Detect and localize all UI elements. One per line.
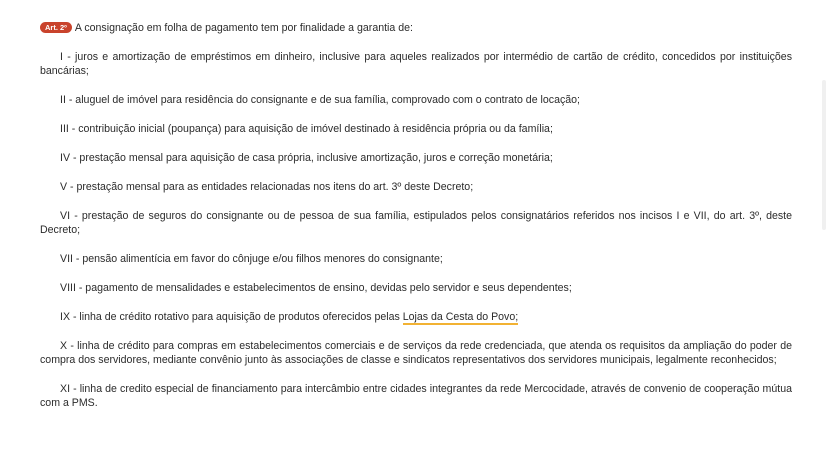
article-intro: A consignação em folha de pagamento tem por finalidade a garantia de: (74, 22, 413, 34)
inciso-viii: VIII - pagamento de mensalidades e estabelecimentos de ensino, devidas pelo servidor e seus dependentes; (60, 282, 572, 294)
inciso-iv: IV - prestação mensal para aquisição de casa própria, inclusive amortização, juros e correção monetária; (60, 152, 553, 164)
inciso-iii: III - contribuição inicial (poupança) para aquisição de imóvel destinado à residência própria ou da família; (60, 123, 553, 135)
inciso-vi: VI - prestação de seguros do consignante ou de pessoa de sua família, estipulados pelos consignatários referidos nos incisos I e VII, do art. 3º, deste Decreto; (40, 210, 792, 236)
inciso-xi: XI - linha de credito especial de financiamento para intercâmbio entre cidades integrantes da rede Mercocidade, através de convenio de cooperação mútua com a PMS. (40, 383, 792, 409)
inciso-ii: II - aluguel de imóvel para residência do consignante e de sua família, comprovado com o contrato de locação; (60, 94, 580, 106)
inciso-i: I - juros e amortização de empréstimos em dinheiro, inclusive para aqueles realizados por intermédio de cartão de crédito, concedidos por instituições bancárias; (40, 51, 792, 77)
inciso-v: V - prestação mensal para as entidades relacionadas nos itens do art. 3º deste Decreto; (60, 181, 474, 193)
inciso-ix (40, 310, 792, 324)
highlighted-text[interactable]: Lojas da Cesta do Povo; (402, 311, 519, 323)
scrollbar-track[interactable] (822, 80, 826, 230)
article-heading (40, 21, 792, 35)
inciso-vii: VII - pensão alimentícia em favor do cônjuge e/ou filhos menores do consignante; (60, 253, 443, 265)
article-badge[interactable]: Art. 2º (40, 22, 72, 33)
inciso-ix-text: IX - linha de crédito rotativo para aquisição de produtos oferecidos pelas (60, 311, 403, 323)
article-document (40, 21, 792, 410)
inciso-x: X - linha de crédito para compras em estabelecimentos comerciais e de serviços da rede credenciada, que atenda os requisitos da ampliação do poder de compra dos servidores, mediante convênio junto às associações de classe e sindicatos representativos dos servidores municipais, legalmente reconhecidos; (40, 340, 792, 366)
